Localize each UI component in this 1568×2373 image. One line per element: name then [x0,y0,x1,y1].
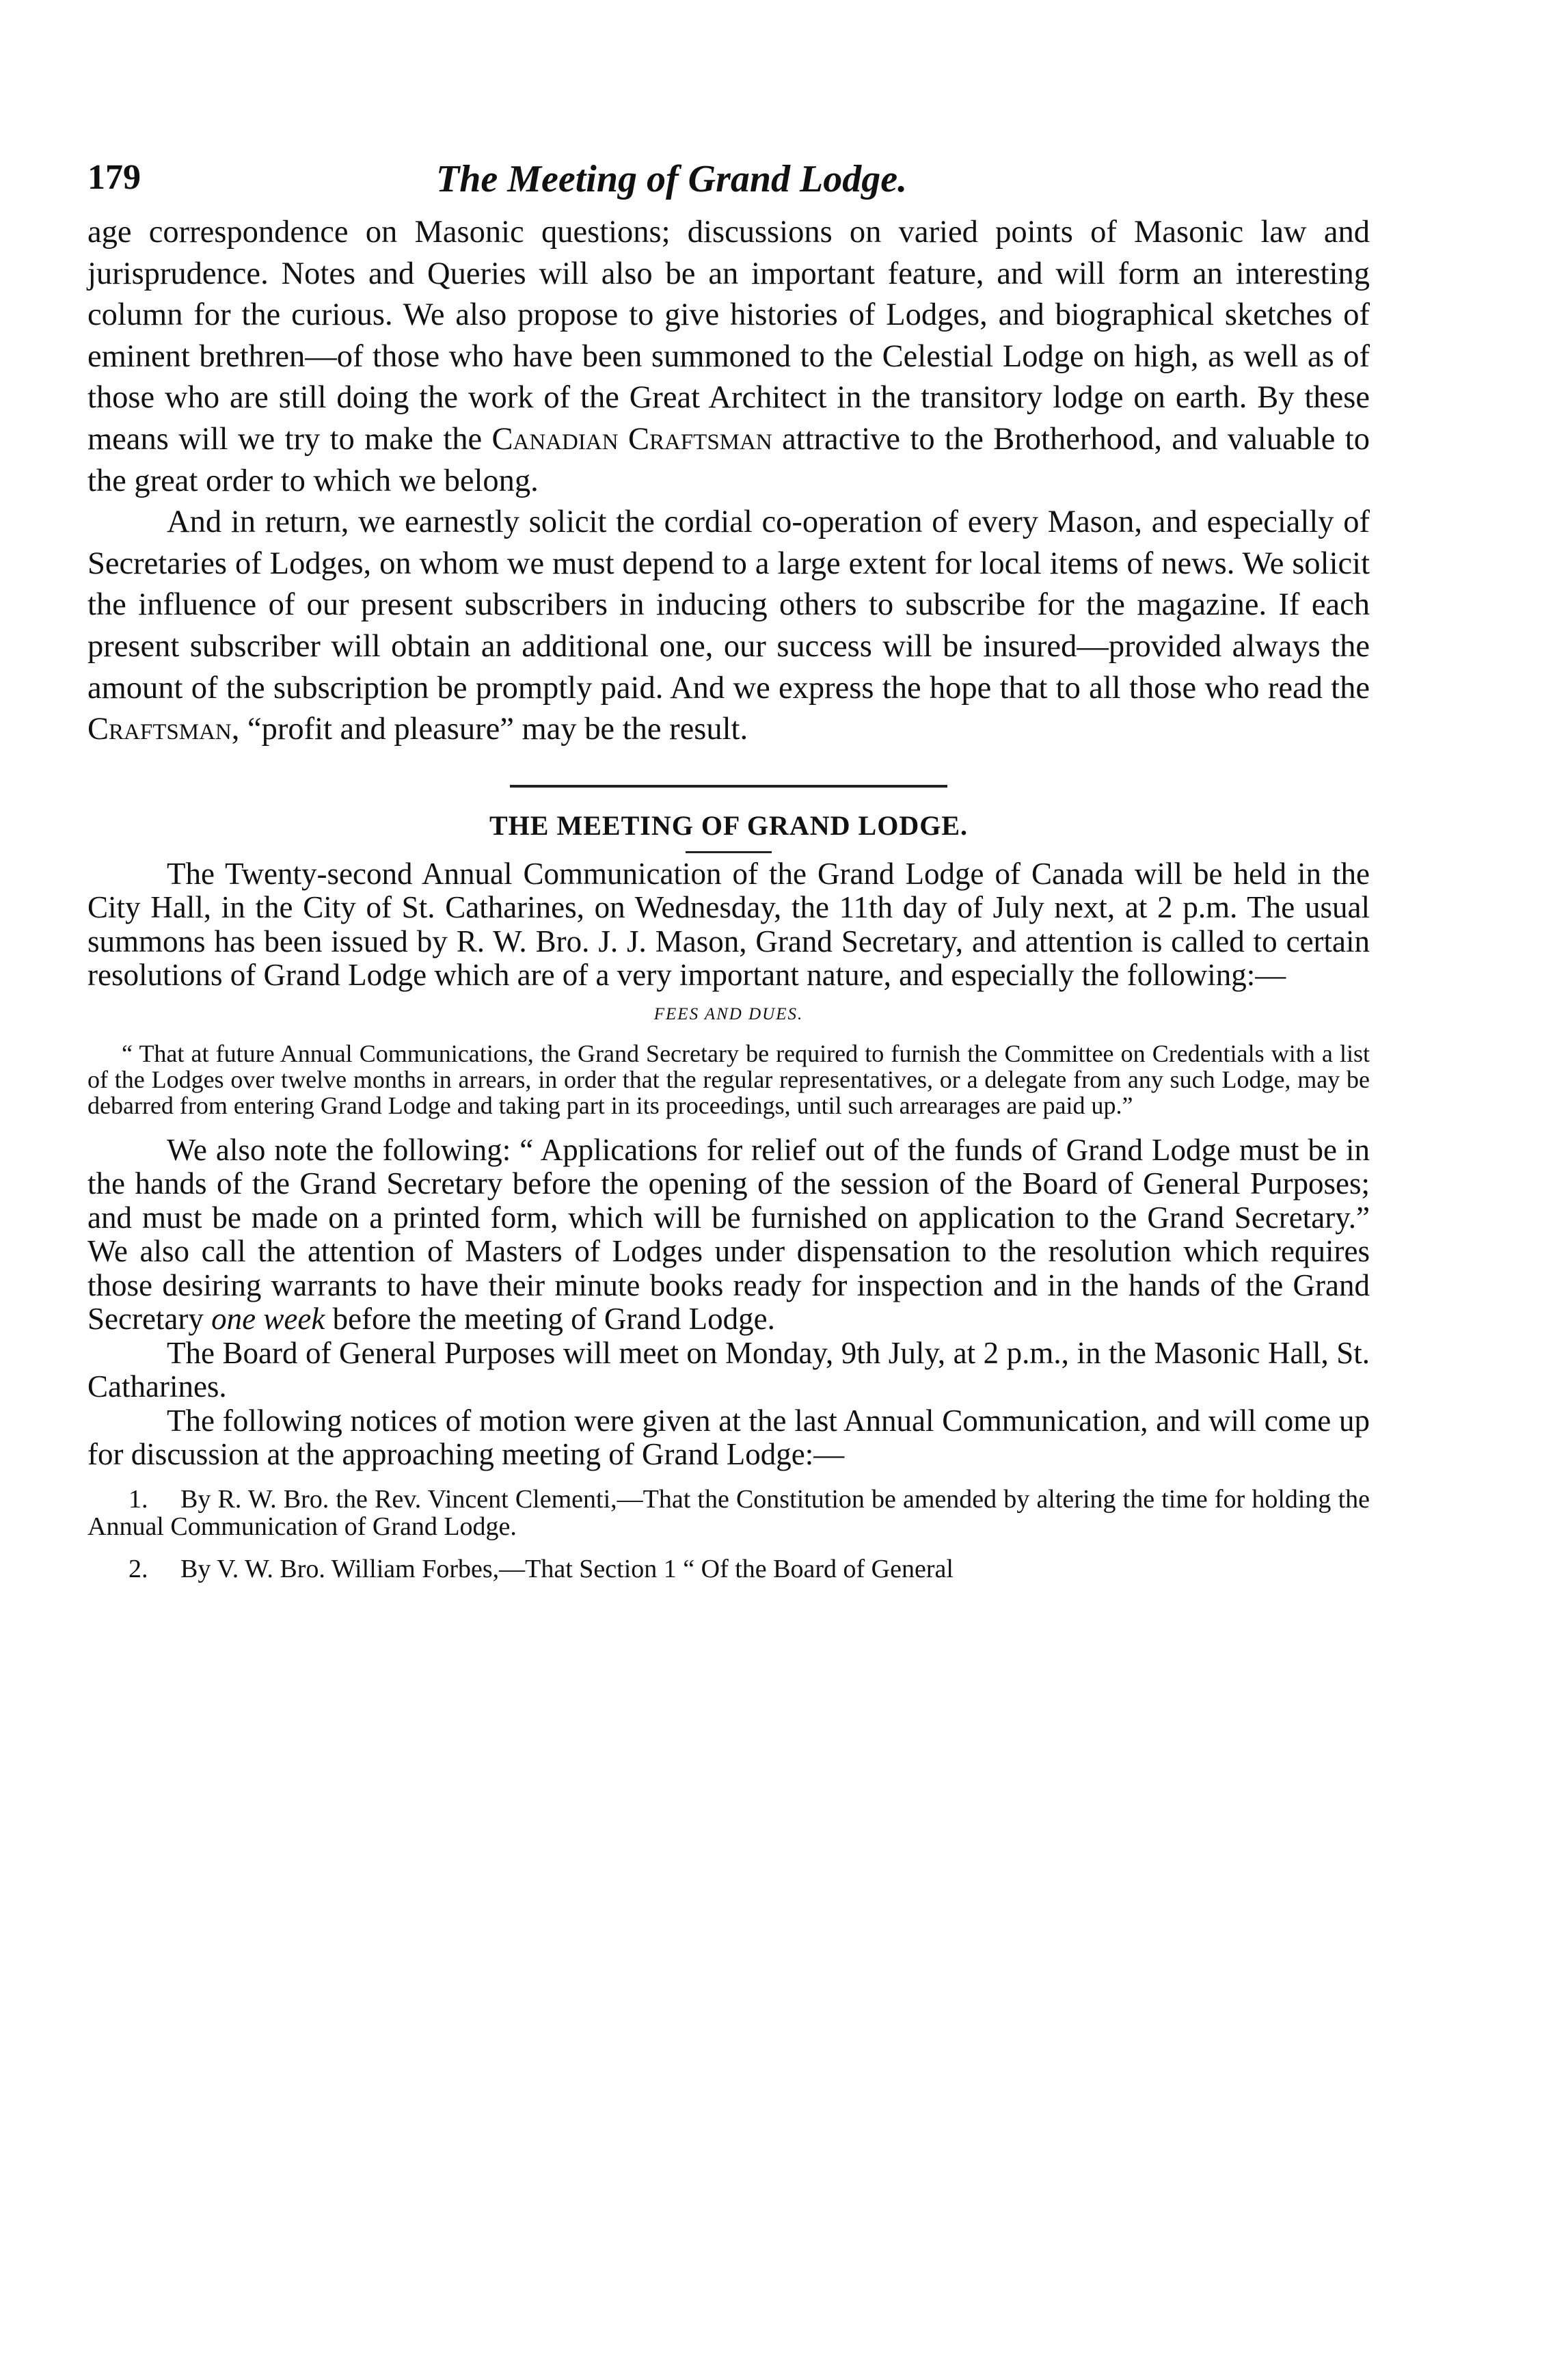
title-rule [686,851,772,853]
document-page [87,157,1370,1583]
resolution-quote: “ That at future Annual Communications, the Grand Secretary be required to furnish the Committee on Credentials with a list of the Lodges over twelve months in arrears, in order that the regular representatives, or a delegate from any such Lodge, may be debarred from entering Grand Lodge and taking part in its proceedings, until such arrearages are paid up.” [87,1039,1370,1119]
notice-item-1 [87,1486,1370,1540]
section-paragraph-2: We also note the following: “ Applications for relief out of the funds of Grand Lodge must be in the hands of the Grand Secretary before the opening of the session of the Board of General Purposes; and must be made on a printed form, which will be furnished on application to the Grand Secretary.” We also call the attention of Masters of Lodges under dispensation to the resolution which requires those desiring warrants to have their minute books ready for inspection and in the hands of the Grand Secretary one week before the meeting of Grand Lodge. [87,1132,1370,1337]
subhead-fees-and-dues: FEES AND DUES. [653,1004,804,1023]
section-body [87,857,1370,993]
notice-text: By R. W. Bro. the Rev. Vincent Clementi,—That the Constitution be amended by altering the time for holding the Annual Communication of Grand Lodge. [87,1484,1370,1541]
notice-number: 1. [129,1484,148,1514]
page-number: 179 [87,158,141,197]
notices-of-motion [87,1486,1370,1583]
section-paragraph-1: The Twenty-second Annual Communication of the Grand Lodge of Canada will be held in the City Hall, in the City of St. Catharines, on Wednesday, the 11th day of July next, at 2 p.m. The usual summons has been issued by R. W. Bro. J. J. Mason, Grand Secretary, and attention is called to certain resolutions of Grand Lodge which are of a very important nature, and especially the following:— [87,856,1370,993]
intro-paragraph-2: And in return, we earnestly solicit the cordial co-operation of every Mason, and especially of Secretaries of Lodges, on whom we must depend to a large extent for local items of news. We solicit the influence of our present subscribers in inducing others to subscribe for the magazine. If each present subscriber will obtain an additional one, our success will be insured—provided always the amount of the subscription be promptly paid. And we express the hope that to all those who read the Craftsman, “profit and pleasure” may be the result. [87,505,1370,747]
section-body-continued [87,1134,1370,1472]
running-title: The Meeting of Grand Lodge. [436,158,908,200]
intro-paragraph-1: age correspondence on Masonic questions; discussions on varied points of Masonic law and jurisprudence. Notes and Queries will also be an important feature, and will form an interesting column for the curious. We also propose to give histories of Lodges, and biographical sketches of eminent brethren—of those who have been summoned to the Celestial Lodge on high, as well as of those who are still doing the work of the Great Architect in the transitory lodge on earth. By these means will we try to make the Canadian Craftsman attractive to the Brotherhood, and valuable to the great order to which we belong. [87,215,1370,498]
section-paragraph-3: The Board of General Purposes will meet on Monday, 9th July, at 2 p.m., in the Masonic Hall, St. Catharines. [87,1335,1370,1404]
notice-text: By V. W. Bro. William Forbes,—That Section 1 “ Of the Board of General [180,1554,954,1583]
notice-item-2 [87,1555,1370,1583]
section-paragraph-4: The following notices of motion were given at the last Annual Communication, and will come up for discussion at the approaching meeting of Grand Lodge:— [87,1403,1370,1472]
section-title: THE MEETING OF GRAND LODGE. [489,809,969,841]
section-divider [510,785,947,788]
intro-text [87,212,1370,751]
notice-number: 2. [129,1554,148,1583]
running-head [87,157,1370,212]
